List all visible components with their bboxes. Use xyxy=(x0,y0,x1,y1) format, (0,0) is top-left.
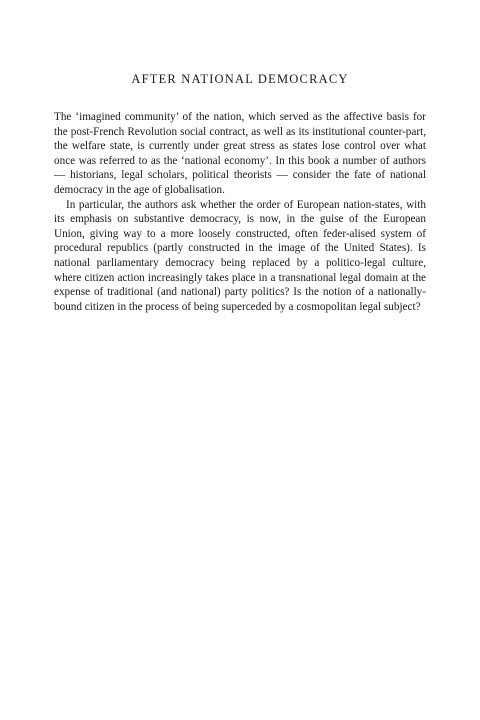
paragraph-2: In particular, the authors ask whether the order of European nation-states, with its emphasis on substantive democracy, is now, in the guise of the European Union, giving way to a more loosely constructed, often feder-alised system of procedural republics (partly constructed in the image of the United States). Is national parliamentary democracy being replaced by a politico-legal culture, where citizen action increasingly takes place in a transnational legal domain at the expense of traditional (and national) party politics? Is the notion of a nationally-bound citizen in the process of being superceded by a cosmopolitan legal subject? xyxy=(54,198,426,313)
page-title: AFTER NATIONAL DEMOCRACY xyxy=(131,72,349,86)
paragraph-1: The ‘imagined community’ of the nation, which served as the affective basis for the post-French Revolution social contract, as well as its institutional counter-part, the welfare state, is currently under great stress as states lose control over what once was referred to as the ‘national economy’. In this book a number of authors — historians, legal scholars, political theorists — consider the fate of national democracy in the age of globalisation. xyxy=(54,111,426,196)
body-text xyxy=(54,110,426,314)
